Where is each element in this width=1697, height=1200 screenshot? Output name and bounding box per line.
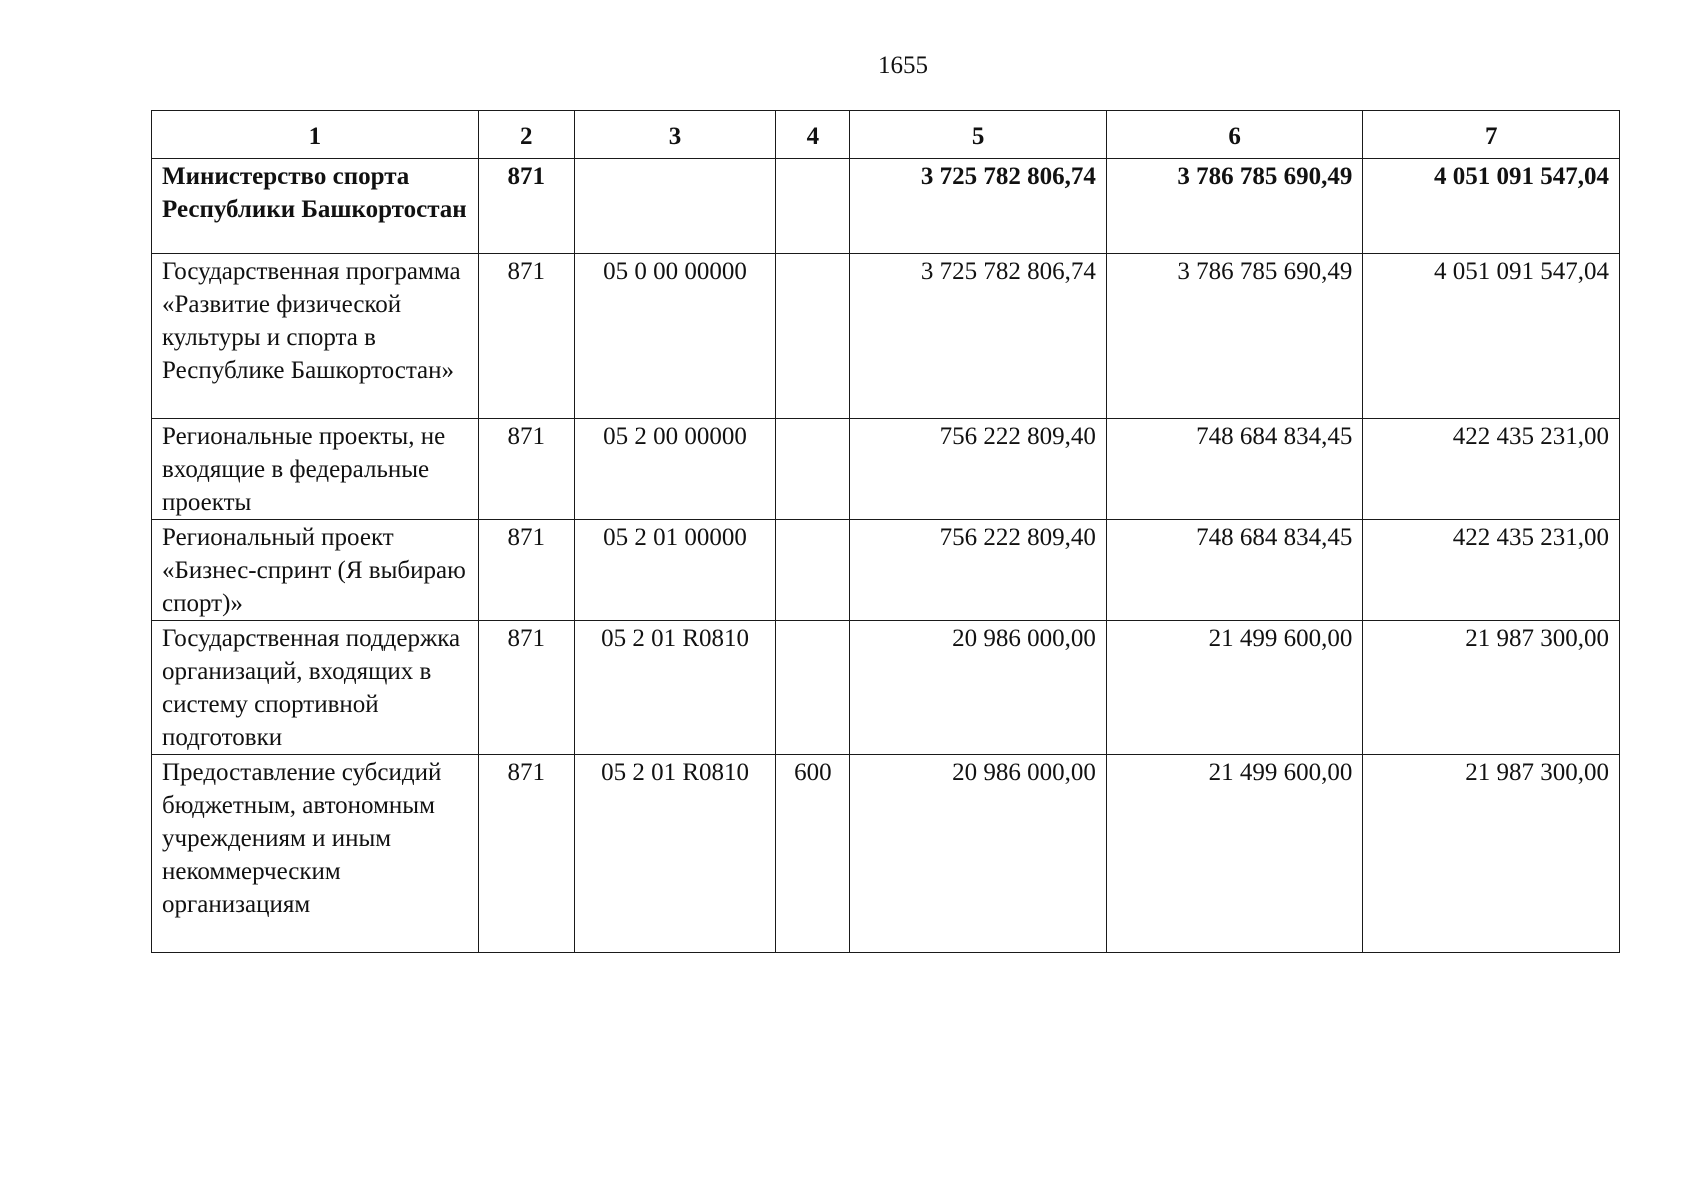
row-code: 871 [478, 254, 574, 419]
row-type [776, 159, 850, 254]
row-name: Министерство спорта Республики Башкортостан [152, 159, 479, 254]
budget-table [151, 110, 1620, 953]
table-header-row [152, 111, 1620, 159]
row-sum-3: 422 435 231,00 [1363, 419, 1620, 520]
row-sum-2: 748 684 834,45 [1106, 419, 1363, 520]
row-name: Государственная поддержка организаций, входящих в систему спортивной подготовки [152, 621, 479, 755]
row-sum-2: 748 684 834,45 [1106, 520, 1363, 621]
row-name: Предоставление субсидий бюджетным, автономным учреждениям и иным некоммерческим организациям [152, 755, 479, 953]
column-header-7: 7 [1363, 111, 1620, 159]
row-target: 05 2 01 R0810 [574, 755, 775, 953]
row-target: 05 2 01 00000 [574, 520, 775, 621]
row-target [574, 159, 775, 254]
row-sum-1: 3 725 782 806,74 [850, 159, 1107, 254]
row-code: 871 [478, 755, 574, 953]
column-header-5: 5 [850, 111, 1107, 159]
table-row [152, 755, 1620, 953]
row-sum-2: 3 786 785 690,49 [1106, 254, 1363, 419]
row-sum-1: 20 986 000,00 [850, 621, 1107, 755]
row-type [776, 419, 850, 520]
row-name: Региональные проекты, не входящие в федеральные проекты [152, 419, 479, 520]
table-row [152, 254, 1620, 419]
row-sum-3: 21 987 300,00 [1363, 621, 1620, 755]
row-code: 871 [478, 621, 574, 755]
row-code: 871 [478, 520, 574, 621]
column-header-2: 2 [478, 111, 574, 159]
row-type [776, 254, 850, 419]
page-number: 1655 [878, 52, 928, 79]
row-name: Государственная программа «Развитие физической культуры и спорта в Республике Башкортостан» [152, 254, 479, 419]
row-sum-3: 4 051 091 547,04 [1363, 159, 1620, 254]
row-sum-2: 21 499 600,00 [1106, 621, 1363, 755]
row-type [776, 621, 850, 755]
table-row [152, 621, 1620, 755]
column-header-1: 1 [152, 111, 479, 159]
table-row [152, 419, 1620, 520]
row-sum-2: 3 786 785 690,49 [1106, 159, 1363, 254]
row-target: 05 0 00 00000 [574, 254, 775, 419]
row-name: Региональный проект «Бизнес-спринт (Я выбираю спорт)» [152, 520, 479, 621]
row-code: 871 [478, 159, 574, 254]
row-code: 871 [478, 419, 574, 520]
row-sum-3: 4 051 091 547,04 [1363, 254, 1620, 419]
row-sum-1: 756 222 809,40 [850, 520, 1107, 621]
row-sum-1: 756 222 809,40 [850, 419, 1107, 520]
table-row [152, 520, 1620, 621]
column-header-4: 4 [776, 111, 850, 159]
row-target: 05 2 01 R0810 [574, 621, 775, 755]
row-sum-3: 21 987 300,00 [1363, 755, 1620, 953]
column-header-3: 3 [574, 111, 775, 159]
row-target: 05 2 00 00000 [574, 419, 775, 520]
row-sum-1: 3 725 782 806,74 [850, 254, 1107, 419]
row-type [776, 520, 850, 621]
table-row [152, 159, 1620, 254]
column-header-6: 6 [1106, 111, 1363, 159]
row-sum-1: 20 986 000,00 [850, 755, 1107, 953]
row-sum-2: 21 499 600,00 [1106, 755, 1363, 953]
row-sum-3: 422 435 231,00 [1363, 520, 1620, 621]
row-type: 600 [776, 755, 850, 953]
